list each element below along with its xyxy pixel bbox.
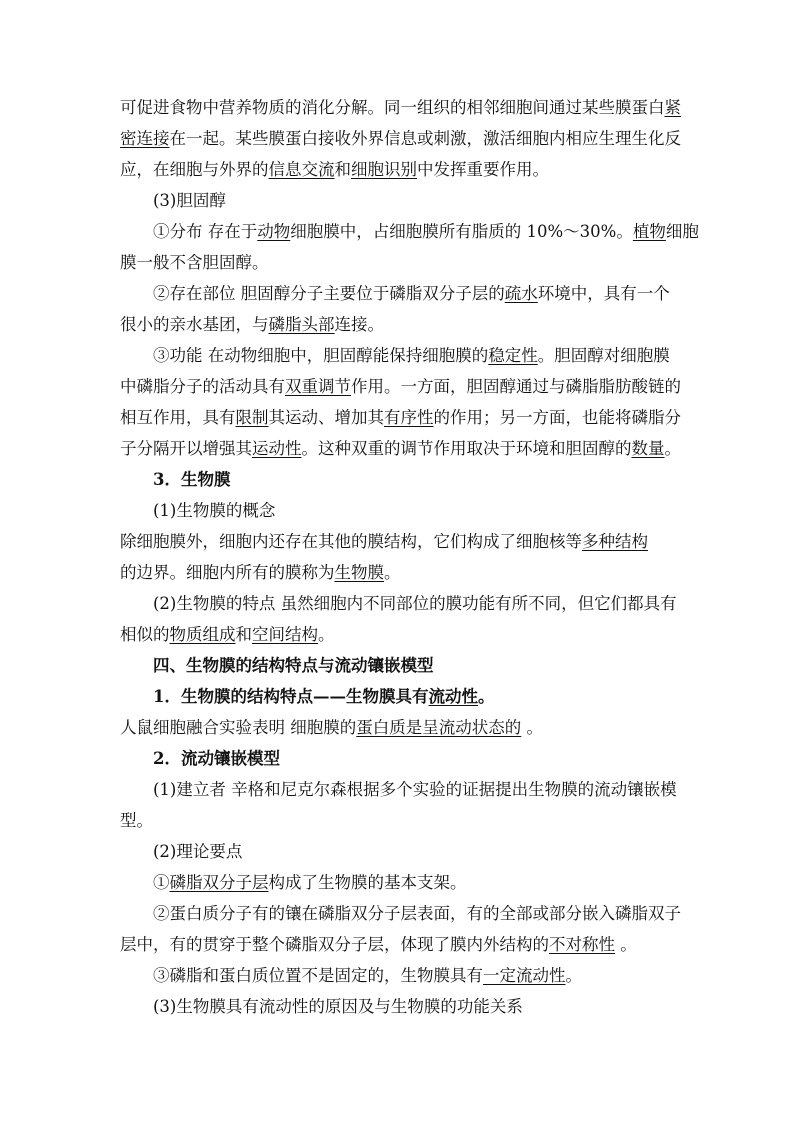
text-segment: (1)生物膜的概念	[153, 501, 276, 520]
section-heading	[153, 469, 230, 491]
text-segment: 。胆固醇对细胞膜	[537, 346, 670, 365]
text-line	[153, 190, 226, 212]
underlined-answer: 有序性	[384, 408, 434, 427]
text-line	[120, 252, 269, 274]
text-segment: 相似的	[120, 625, 170, 644]
underlined-answer: 疏水	[504, 284, 538, 303]
text-segment: (3)胆固醇	[153, 191, 226, 210]
text-segment: 相互作用，具有	[120, 408, 236, 427]
text-segment: 2．流动镶嵌模型	[153, 749, 280, 768]
text-segment: 。	[615, 935, 637, 954]
underlined-answer: 细胞识别	[351, 160, 417, 179]
underlined-answer: 磷脂头部	[268, 315, 335, 334]
text-line	[120, 934, 637, 956]
underlined-answer: 不对称性	[549, 935, 615, 954]
text-segment: 人鼠细胞融合实验表明 细胞膜的	[120, 718, 357, 737]
text-segment: 和	[334, 160, 351, 179]
text-segment: ①	[153, 873, 170, 892]
underlined-answer: 蛋白质是呈流动状态的	[356, 718, 522, 737]
text-segment: 中磷脂分子的活动具有	[120, 377, 285, 396]
underlined-answer: 动物	[257, 222, 291, 241]
underlined-answer: 限制	[235, 408, 269, 427]
text-segment: (1)建立者 辛格和尼克尔森根据多个实验的证据提出生物膜的流动镶嵌模	[153, 780, 677, 799]
underlined-answer: 流动性	[428, 687, 478, 706]
text-segment: 。	[318, 625, 335, 644]
text-segment: 四、生物膜的结构特点与流动镶嵌模型	[153, 656, 434, 675]
underlined-answer: 植物	[632, 222, 666, 241]
text-segment: 很小的亲水基团，与	[120, 315, 269, 334]
text-segment: 。	[477, 687, 495, 706]
text-line	[120, 159, 549, 181]
text-line	[153, 221, 699, 243]
underlined-answer: 稳定性	[488, 346, 538, 365]
text-segment: 。	[384, 563, 401, 582]
underlined-answer: 磷脂双分子层	[169, 873, 269, 892]
text-line	[153, 965, 582, 987]
text-line	[153, 283, 670, 305]
text-segment: 1．生物膜的结构特点——生物膜具有	[153, 687, 429, 706]
text-segment: 在一起。某些膜蛋白接收外界信息或刺激，激活细胞内相应生理生化反	[169, 129, 681, 148]
text-line	[120, 717, 543, 739]
underlined-answer: 一定流动性	[483, 966, 566, 985]
text-line	[120, 810, 153, 832]
text-segment: ②蛋白质分子有的镶在磷脂双分子层表面，有的全部或部分嵌入磷脂双子	[153, 904, 681, 923]
underlined-answer: 信息交流	[268, 160, 335, 179]
text-segment: 连接。	[334, 315, 384, 334]
text-segment: 细胞膜中，占细胞膜所有脂质的 10%～30%。	[290, 222, 633, 241]
underlined-answer: 密连接	[120, 129, 170, 148]
text-segment: 型。	[120, 811, 153, 830]
underlined-answer: 空间结构	[252, 625, 318, 644]
underlined-answer: 生物膜	[334, 563, 384, 582]
text-line	[120, 438, 681, 460]
text-segment: 细胞	[665, 222, 699, 241]
text-line	[153, 872, 467, 894]
text-segment: 的作用；另一方面，也能将磷脂分	[433, 408, 681, 427]
text-segment: 和	[235, 625, 252, 644]
text-segment: ③功能 在动物细胞中，胆固醇能保持细胞膜的	[153, 346, 489, 365]
text-segment: 层中，有的贯穿于整个磷脂双分子层，体现了膜内外结构的	[120, 935, 549, 954]
text-segment: 构成了生物膜的基本支架。	[268, 873, 467, 892]
underlined-answer: 多种结构	[582, 532, 648, 551]
text-segment: ①分布 存在于	[153, 222, 258, 241]
text-line	[153, 500, 275, 522]
text-segment: 。	[521, 718, 543, 737]
text-segment: 膜一般不含胆固醇。	[120, 253, 269, 272]
text-segment: 可促进食物中营养物质的消化分解。同一组织的相邻细胞间通过某些膜蛋白	[120, 98, 665, 117]
underlined-answer: 运动性	[252, 439, 302, 458]
text-segment: 除细胞膜外，细胞内还存在其他的膜结构，它们构成了细胞核等	[120, 532, 582, 551]
text-segment: 3．生物膜	[153, 470, 231, 489]
text-segment: 。	[664, 439, 681, 458]
text-line	[120, 97, 681, 119]
text-line	[120, 624, 335, 646]
underlined-answer: 数量	[631, 439, 665, 458]
text-line	[120, 128, 681, 150]
text-line	[153, 841, 242, 863]
text-segment: (2)理论要点	[153, 842, 243, 861]
text-segment: 。这种双重的调节作用取决于环境和胆固醇的	[301, 439, 632, 458]
text-segment: 中发挥重要作用。	[417, 160, 549, 179]
text-segment: 子分隔开以增强其	[120, 439, 252, 458]
text-line	[153, 903, 681, 925]
text-line	[120, 407, 681, 429]
text-segment: 环境中，具有一个	[537, 284, 670, 303]
text-line	[153, 345, 670, 367]
text-segment: 其运动、增加其	[268, 408, 384, 427]
text-line	[120, 531, 648, 553]
text-segment: ③磷脂和蛋白质位置不是固定的，生物膜具有	[153, 966, 483, 985]
underlined-answer: 双重调节	[285, 377, 351, 396]
text-segment: (2)生物膜的特点 虽然细胞内不同部位的膜功能有所不同，但它们都具有	[153, 594, 677, 613]
underlined-answer: 紧	[664, 98, 681, 117]
section-heading	[153, 655, 434, 677]
text-segment: (3)生物膜具有流动性的原因及与生物膜的功能关系	[153, 997, 523, 1016]
text-line	[120, 376, 681, 398]
text-segment: 作用。一方面，胆固醇通过与磷脂脂肪酸链的	[351, 377, 681, 396]
text-segment: ②存在部位 胆固醇分子主要位于磷脂双分子层的	[153, 284, 505, 303]
text-line	[153, 996, 523, 1018]
text-line	[120, 562, 401, 584]
text-line	[153, 593, 677, 615]
text-segment: 的边界。细胞内所有的膜称为	[120, 563, 335, 582]
text-line	[153, 779, 677, 801]
section-heading	[153, 748, 280, 770]
text-segment: 应，在细胞与外界的	[120, 160, 269, 179]
section-heading	[153, 686, 494, 708]
underlined-answer: 物质组成	[169, 625, 236, 644]
text-line	[120, 314, 384, 336]
text-segment: 。	[565, 966, 582, 985]
